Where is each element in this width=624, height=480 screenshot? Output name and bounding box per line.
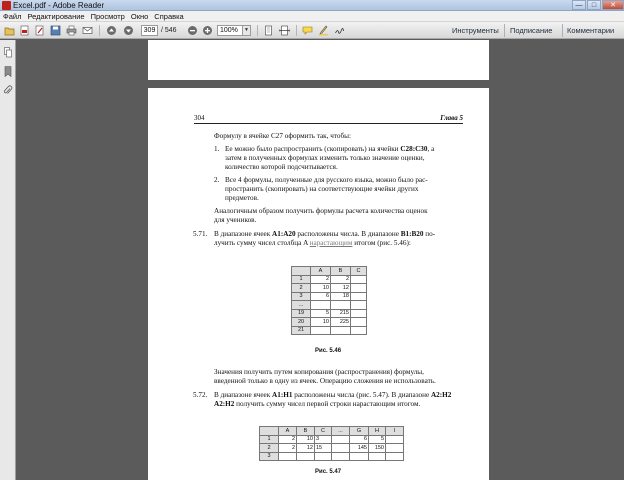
cell (386, 444, 404, 453)
cell (279, 452, 297, 461)
exercise-number: 5.72. (193, 391, 208, 399)
column-header: H (369, 427, 386, 436)
menu-window[interactable]: Окно (130, 11, 149, 21)
zoom-out-icon[interactable] (187, 25, 198, 36)
table-row (292, 284, 367, 293)
page-total: / 546 (161, 27, 177, 34)
cell (332, 435, 350, 444)
fit-page-icon[interactable] (263, 25, 274, 36)
column-header: A (279, 427, 297, 436)
table-row (292, 309, 367, 318)
figure-caption: Рис. 5.47 (315, 469, 342, 475)
text-line: Ее можно было распространить (скопировать) на ячейки C28:C30, а (225, 145, 435, 153)
cell: 5 (311, 309, 331, 318)
highlight-icon[interactable] (318, 25, 329, 36)
cell (351, 326, 367, 335)
cell: 12 (331, 284, 351, 293)
toolbar-separator (257, 25, 258, 36)
cell: 145 (350, 444, 369, 453)
cell: 6 (350, 435, 369, 444)
row-header: ... (292, 301, 311, 310)
row-header: 3 (260, 452, 279, 461)
cell: 225 (331, 318, 351, 327)
bookmarks-icon[interactable] (3, 64, 13, 75)
cell: 2 (279, 444, 297, 453)
text-line: введенной только в одну из ячеек. Операцию сложения не использовать. (214, 377, 436, 385)
spreadsheet-figure-5-46 (291, 266, 367, 335)
text-line: Формулу в ячейке C27 оформить так, чтобы: (214, 132, 351, 140)
navigation-panel (0, 40, 16, 480)
cell: 15 (315, 444, 332, 453)
menu-help[interactable]: Справка (154, 11, 184, 21)
text-line: пространить (скопировать) на соответствующие ячейки других (225, 185, 419, 193)
text-line: Аналогичным образом получить формулы расчета количества оценок (214, 207, 428, 215)
row-header: 1 (292, 275, 311, 284)
email-icon[interactable] (82, 25, 93, 36)
cell: 2 (279, 435, 297, 444)
table-header-row (260, 427, 404, 436)
figure-caption: Рис. 5.46 (315, 348, 342, 354)
title-bar (0, 0, 624, 11)
table-row (260, 452, 404, 461)
text-line: Значения получить путем копирования (распространения) формулы, (214, 368, 424, 376)
cell: 6 (311, 292, 331, 301)
corner-cell (292, 267, 311, 276)
text-line: для учеников. (214, 216, 257, 224)
cell (297, 452, 315, 461)
row-header: 1 (260, 435, 279, 444)
corner-cell (260, 427, 279, 436)
column-header: A (311, 267, 331, 276)
cell: 5 (369, 435, 386, 444)
table-row (292, 292, 367, 301)
cell: 12 (297, 444, 315, 453)
cell (332, 452, 350, 461)
cell: 2 (311, 275, 331, 284)
row-header: 2 (292, 284, 311, 293)
list-marker: 1. (214, 145, 220, 153)
cell: 150 (369, 444, 386, 453)
cell: 3 (315, 435, 332, 444)
chapter-title: Глава 5 (440, 114, 463, 122)
menu-edit[interactable]: Редактирование (27, 11, 85, 21)
text-line: Все 4 формулы, полученные для русского языка, можно было рас- (225, 176, 428, 184)
table-row (292, 275, 367, 284)
table-header-row (292, 267, 367, 276)
cell (386, 452, 404, 461)
column-header: B (297, 427, 315, 436)
cell (351, 292, 367, 301)
menu-file[interactable]: Файл (3, 11, 22, 21)
spreadsheet-figure-5-47 (259, 426, 404, 461)
window-controls (571, 0, 624, 11)
table-row (292, 326, 367, 335)
comment-icon[interactable] (302, 25, 313, 36)
page-thumbnails-icon[interactable] (3, 45, 13, 56)
minimize-button[interactable]: — (572, 0, 586, 10)
row-header: 2 (260, 444, 279, 453)
column-header: G (350, 427, 369, 436)
cell (351, 284, 367, 293)
save-icon[interactable] (50, 25, 61, 36)
text-line: В диапазоне ячеек A1:H1 расположены числа (рис. 5.47). В диапазоне A2:H2 (214, 391, 452, 399)
fit-width-icon[interactable] (279, 25, 290, 36)
toolbar-separator (296, 25, 297, 36)
page-number-input[interactable] (141, 25, 158, 36)
cell: 10 (311, 284, 331, 293)
row-header: 19 (292, 309, 311, 318)
text-line: предметов. (225, 194, 259, 202)
table-row (260, 435, 404, 444)
cell: 10 (297, 435, 315, 444)
table-row (292, 318, 367, 327)
sign-icon[interactable] (334, 25, 345, 36)
tools-button[interactable]: Инструменты (452, 26, 499, 35)
text-line: затем в полученных формулах изменить только значение оценки, (225, 154, 425, 162)
column-header: ... (332, 427, 350, 436)
cell (331, 301, 351, 310)
text-line: A2:H2 получить сумму чисел первой строки нарастающим итогом. (214, 400, 421, 408)
cell (331, 326, 351, 335)
cell: 215 (331, 309, 351, 318)
row-header: 3 (292, 292, 311, 301)
comments-button[interactable]: Комментарии (567, 26, 615, 35)
print-icon[interactable] (66, 25, 77, 36)
header-rule (194, 123, 463, 124)
attachments-icon[interactable] (3, 83, 13, 94)
menu-view[interactable]: Просмотр (90, 11, 125, 21)
cell (369, 452, 386, 461)
window-title: Excel.pdf - Adobe Reader (13, 1, 105, 10)
page-number: 304 (194, 114, 205, 122)
cell: 10 (311, 318, 331, 327)
column-header: C (315, 427, 332, 436)
zoom-input[interactable] (217, 25, 243, 36)
toolbar-separator (504, 24, 505, 37)
text-line: В диапазоне ячеек A1:A20 расположены числа. В диапазоне B1:B20 по- (214, 230, 436, 238)
zoom-dropdown-icon[interactable]: ▼ (243, 25, 251, 36)
create-pdf-icon[interactable] (19, 25, 30, 36)
toolbar-separator (562, 24, 563, 37)
cell (350, 452, 369, 461)
cell (311, 301, 331, 310)
menu-bar (0, 11, 624, 22)
cell (351, 318, 367, 327)
text-line: лучить сумму чисел столбца A нарастающим итогом (рис. 5.46): (214, 239, 411, 247)
adobe-reader-icon (2, 1, 11, 10)
sign-button[interactable]: Подписание (510, 26, 553, 35)
column-header: C (351, 267, 367, 276)
list-marker: 2. (214, 176, 220, 184)
cell (315, 452, 332, 461)
table-row (292, 301, 367, 310)
open-icon[interactable] (4, 25, 15, 36)
cell: 18 (331, 292, 351, 301)
column-header: B (331, 267, 351, 276)
next-page-icon[interactable] (123, 25, 134, 36)
exercise-number: 5.71. (193, 230, 208, 238)
row-header: 21 (292, 326, 311, 335)
toolbar-separator (99, 25, 100, 36)
column-header: I (386, 427, 404, 436)
toolbar (0, 22, 624, 39)
maximize-button[interactable]: □ (587, 0, 601, 10)
table-row (260, 444, 404, 453)
row-header: 20 (292, 318, 311, 327)
cell (351, 275, 367, 284)
cell (332, 444, 350, 453)
previous-page-icon[interactable] (106, 25, 117, 36)
text-line: количество которой подсчитывается. (225, 163, 338, 171)
pdf-page (148, 88, 489, 480)
edit-pdf-icon[interactable] (34, 25, 45, 36)
cell (386, 435, 404, 444)
cell: 2 (331, 275, 351, 284)
cell (311, 326, 331, 335)
cell (351, 309, 367, 318)
cell (351, 301, 367, 310)
previous-page-sheet (148, 40, 489, 80)
zoom-in-icon[interactable] (202, 25, 213, 36)
close-button[interactable]: ✕ (602, 0, 624, 10)
